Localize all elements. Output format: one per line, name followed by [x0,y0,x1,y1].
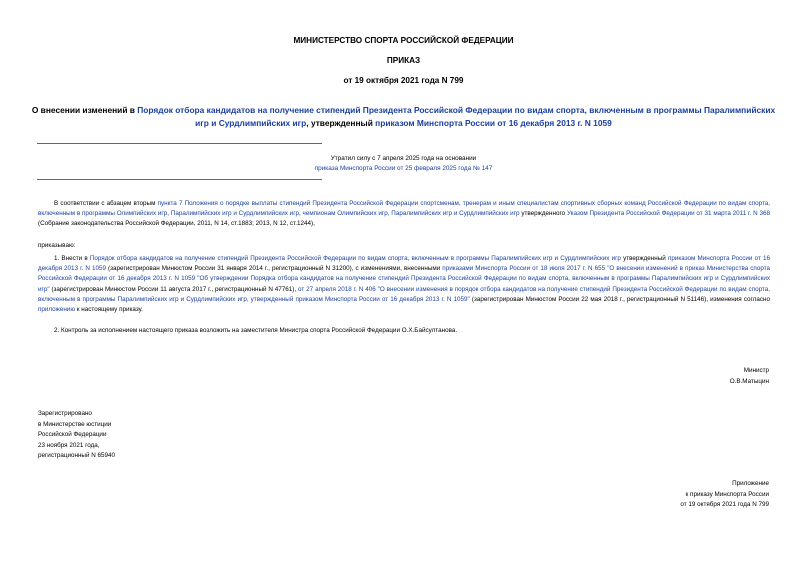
divider-top [37,143,322,144]
divider-bottom [37,179,322,180]
preamble-text: В соответствии с абзацем вторым [54,200,158,207]
preamble-link-clause[interactable]: пункта 7 [157,200,183,207]
item1-text: утвержденный [620,255,668,262]
title-text: О внесении изменений в [31,105,138,115]
item1-link-order-1059[interactable]: приказом Минспорта России от 16 декабря 2013 г. N 1059 [38,255,771,273]
order-word: приказываю: [38,242,76,249]
preamble-text: (Собрание законодательства Российской Федерации, 2011, N 14, ст.1883; 2013, N 12, ст.1244), [38,220,315,228]
signature-name: О.В.Матыцин [729,377,769,385]
signature-position: Министр [743,367,769,374]
item1-text: к настоящему приказу. [75,306,143,314]
item1-link-procedure[interactable]: Порядок отбора кандидатов на получение стипендий Президента Российской Федерации по видам спорта, включенным в программы Паралимпийских игр и Сурдлимпийских игр [89,255,621,262]
registration-line: в Министерстве юстиции [38,420,112,428]
registration-line: 23 ноября 2021 года, [38,441,100,449]
item-1-paragraph [38,254,770,315]
appendix-line: от 19 октября 2021 года N 799 [680,501,769,508]
preamble-text: утвержденного [519,210,567,218]
appendix-block [680,479,769,511]
item1-link-appendix[interactable]: приложению [38,306,76,314]
preamble-link-decree[interactable]: Указом Президента Российской Федерации от 31 марта 2011 г. N 368 [566,210,770,218]
preamble-paragraph [38,199,770,230]
title-link-procedure[interactable]: Порядок отбора кандидатов на получение стипендий Президента Российской Федерации по видам спорта, включенным в программы Паралимпийских игр и Сурдлимпийских игр [137,105,776,128]
registration-line: Российской Федерации [38,431,107,438]
item1-text: (зарегистрирован Минюстом России 11 августа 2017 г., регистрационный N 47761), [49,285,299,293]
date-number-heading: от 19 октября 2021 года N 799 [343,76,464,85]
preamble-link-regulation[interactable]: Положения о порядке выплаты стипендий Президента Российской Федерации спортсменам, тренерам и иным специалистам спортивных сборных команд Российской Федерации по видам спорта, включенным в программы Олимпийских игр, Паралимпийских игр и Сурдлимпийских игр, чемпионам Олимпийских игр, Паралимпийских игр и Сурдлимпийских игр [38,200,771,218]
item1-text: (зарегистрирован Минюстом России 22 мая 2018 г., регистрационный N 51146), изменения согласно [469,295,770,303]
item1-link-orders-655[interactable]: приказами Минспорта России от 18 июля 2017 г. N 655 [442,265,606,273]
appendix-line: к приказу Минспорта России [685,490,769,498]
ministry-heading: МИНИСТЕРСТВО СПОРТА РОССИЙСКОЙ ФЕДЕРАЦИИ [293,36,514,45]
doc-type-heading: ПРИКАЗ [386,56,421,65]
registration-line: регистрационный N 65940 [38,452,116,459]
item1-link-order-406[interactable]: от 27 апреля 2018 г. N 406 "О внесении изменения в порядок отбора кандидатов на получение стипендий Президента Российской Федерации по видам спорта, включенным в программы Паралимпийских игр и Сурдлимпийских игр, утвержденный приказом Минспорта России от 16 декабря 2013 г. N 1059" [38,285,770,303]
registration-block [38,409,115,462]
item1-text: 1. Внести в [54,255,90,262]
status-text: Утратил силу с 7 апреля 2025 года на основании [330,155,477,162]
item1-text: (зарегистрирован Минюстом России 31 января 2014 г., регистрационный N 31200), с изменениями, внесенными [106,265,443,273]
title-link-order[interactable]: приказом Минспорта России от 16 декабря 2013 г. N 1059 [375,118,612,128]
item-2-paragraph: 2. Контроль за исполнением настоящего приказа возложить на заместителя Министра спорта Российской Федерации О.Х.Байсултанова. [54,327,458,334]
appendix-line: Приложение [732,480,769,487]
status-note [0,154,807,174]
item1-link-amendment-655[interactable]: "О внесении изменений в приказ Министерства спорта Российской Федерации от 16 декабря 2013 г. N 1059 "Об утверждении Порядка отбора кандидатов на получение стипендий Президента Российской Федерации по видам спорта, включенным в программы Паралимпийских игр и Сурдлимпийских игр" [38,265,771,293]
title-text: , утвержденный [306,118,376,128]
signature-block [730,366,769,387]
registration-line: Зарегистрировано [38,410,92,417]
document-title [30,104,777,130]
status-link[interactable]: приказа Минспорта России от 25 февраля 2025 года № 147 [314,165,493,172]
